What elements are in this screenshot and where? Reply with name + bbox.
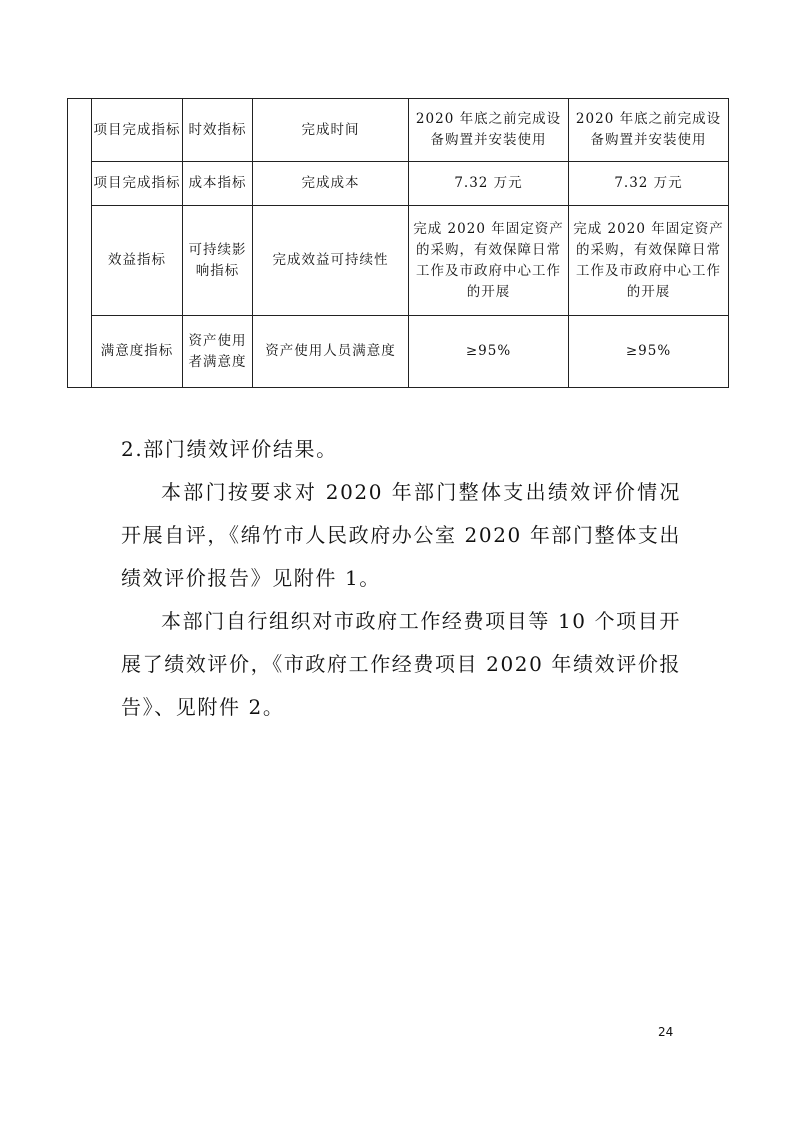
target-value: 2020 年底之前完成设备购置并安装使用 [409,99,569,162]
second-level-indicator: 成本指标 [183,162,253,206]
first-level-indicator: 满意度指标 [92,316,183,388]
target-value: ≥95% [409,316,569,388]
body-paragraph: 本部门按要求对 2020 年部门整体支出绩效评价情况开展自评，《绵竹市人民政府办公室 2020 年部门整体支出绩效评价报告》见附件 1。 [121,480,682,590]
first-level-indicator: 效益指标 [92,206,183,316]
third-level-indicator: 完成时间 [253,99,409,162]
actual-value: 7.32 万元 [569,162,729,206]
third-level-indicator: 完成成本 [253,162,409,206]
section-heading: 2.部门绩效评价结果。 [121,437,338,461]
table-row [68,316,729,388]
actual-value: 完成 2020 年固定资产的采购，有效保障日常工作及市政府中心工作的开展 [569,206,729,316]
merged-category-cell [68,99,92,388]
actual-value: ≥95% [569,316,729,388]
body-paragraph: 本部门自行组织对市政府工作经费项目等 10 个项目开展了绩效评价，《市政府工作经费项目 2020 年绩效评价报告》、见附件 2。 [121,609,682,719]
second-level-indicator: 资产使用者满意度 [183,316,253,388]
target-value: 7.32 万元 [409,162,569,206]
page-number: 24 [658,1025,674,1039]
table-row [68,162,729,206]
table-row [68,99,729,162]
second-level-indicator: 可持续影响指标 [183,206,253,316]
target-value: 完成 2020 年固定资产的采购，有效保障日常工作及市政府中心工作的开展 [409,206,569,316]
performance-indicator-table [67,98,729,388]
second-level-indicator: 时效指标 [183,99,253,162]
table-row [68,206,729,316]
third-level-indicator: 资产使用人员满意度 [253,316,409,388]
actual-value: 2020 年底之前完成设备购置并安装使用 [569,99,729,162]
first-level-indicator: 项目完成指标 [92,162,183,206]
third-level-indicator: 完成效益可持续性 [253,206,409,316]
first-level-indicator: 项目完成指标 [92,99,183,162]
